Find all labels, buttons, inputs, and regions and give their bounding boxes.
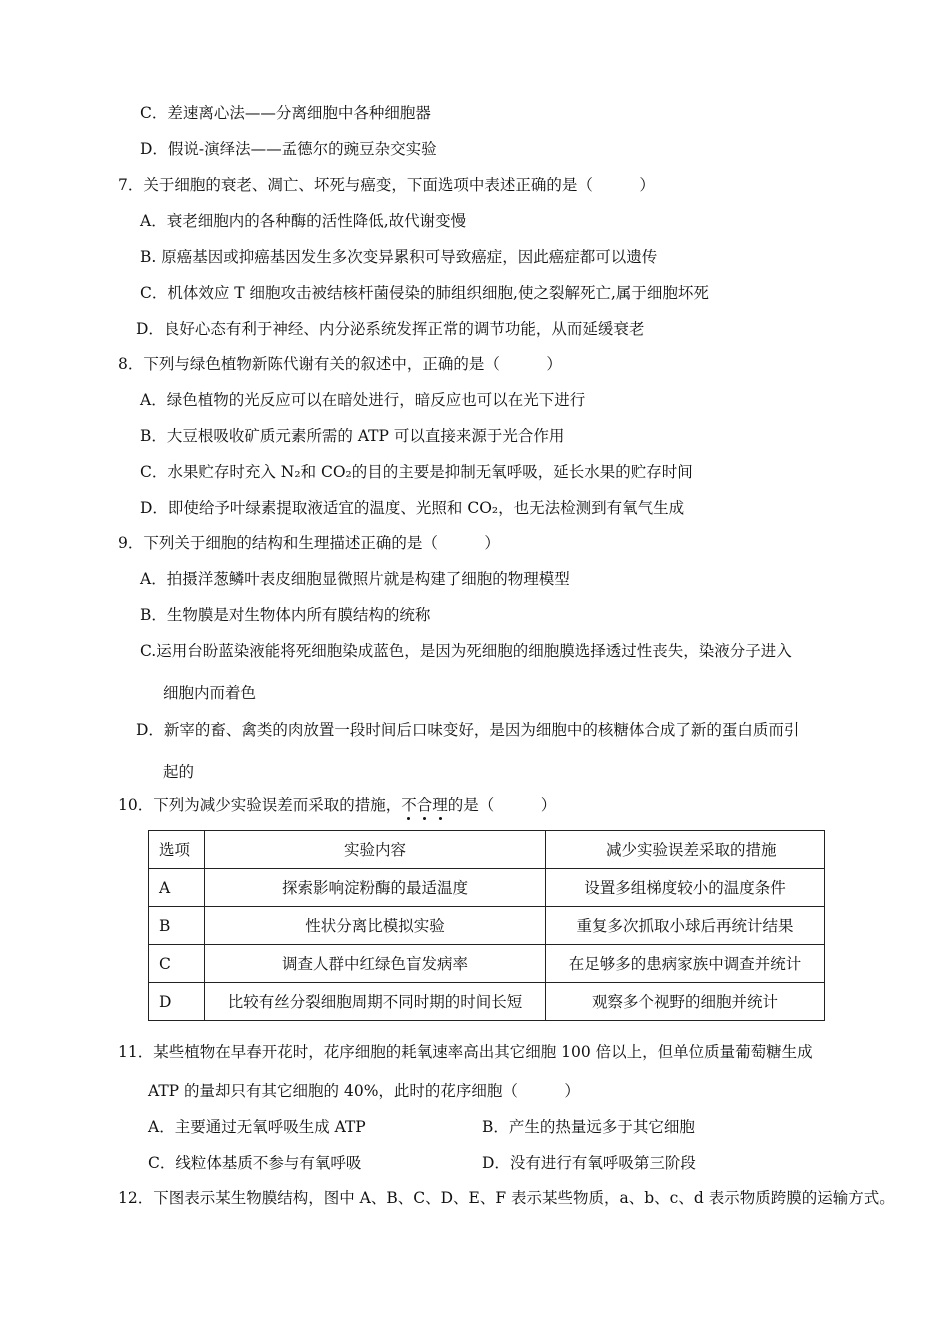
- q11-stem-line1: 11．某些植物在早春开花时，花序细胞的耗氧速率高出其它细胞 100 倍以上，但单位质量葡萄糖生成: [118, 1043, 813, 1061]
- q10-table: [148, 830, 825, 1021]
- table-header-content: 实验内容: [205, 831, 546, 869]
- q9-option-b: B．生物膜是对生物体内所有膜结构的统称: [140, 606, 431, 624]
- emphasis-char: 理: [432, 796, 448, 814]
- q10-stem-suffix: 的是（ ）: [447, 796, 557, 814]
- q7-option-b: B. 原癌基因或抑癌基因发生多次变异累积可导致癌症，因此癌症都可以遗传: [140, 248, 658, 266]
- table-cell-content: 比较有丝分裂细胞周期不同时期的时间长短: [205, 983, 546, 1021]
- table-cell-option: C: [149, 945, 205, 983]
- q9-option-d-line2: 起的: [163, 763, 195, 781]
- table-row: [149, 907, 825, 945]
- table-header-row: [149, 831, 825, 869]
- table-cell-content: 探索影响淀粉酶的最适温度: [205, 869, 546, 907]
- emphasis-char: 不: [401, 796, 417, 814]
- q9-option-c-line1: C.运用台盼蓝染液能将死细胞染成蓝色，是因为死细胞的细胞膜选择透过性丧失，染液分子进入: [140, 642, 792, 660]
- table-cell-content: 调查人群中红绿色盲发病率: [205, 945, 546, 983]
- table-cell-measure: 观察多个视野的细胞并统计: [546, 983, 825, 1021]
- q9-option-c-line2: 细胞内而着色: [163, 684, 257, 702]
- q8-option-a: A．绿色植物的光反应可以在暗处进行，暗反应也可以在光下进行: [140, 391, 586, 409]
- q6-option-c: C．差速离心法——分离细胞中各种细胞器: [140, 104, 431, 122]
- q8-option-d: D．即使给予叶绿素提取液适宜的温度、光照和 CO₂，也无法检测到有氧气生成: [140, 499, 685, 517]
- table-cell-measure: 重复多次抓取小球后再统计结果: [546, 907, 825, 945]
- q9-stem: 9．下列关于细胞的结构和生理描述正确的是（ ）: [118, 534, 500, 552]
- table-row: [149, 945, 825, 983]
- q6-option-d: D．假说-演绎法——孟德尔的豌豆杂交实验: [140, 140, 437, 158]
- q7-option-c: C．机体效应 T 细胞攻击被结核杆菌侵染的肺组织细胞,使之裂解死亡,属于细胞坏死: [140, 284, 709, 302]
- table-row: [149, 869, 825, 907]
- q11-stem-line2: ATP 的量却只有其它细胞的 40%，此时的花序细胞（ ）: [148, 1082, 580, 1100]
- q12-stem: 12．下图表示某生物膜结构，图中 A、B、C、D、E、F 表示某些物质，a、b、c、d 表示物质跨膜的运输方式。: [118, 1189, 895, 1207]
- q7-stem: 7．关于细胞的衰老、凋亡、坏死与癌变，下面选项中表述正确的是（ ）: [118, 176, 655, 194]
- q10-stem-prefix: 10．下列为减少实验误差而采取的措施，: [118, 796, 402, 814]
- q11-option-a: A．主要通过无氧呼吸生成 ATP: [148, 1118, 366, 1136]
- table-header-option: 选项: [149, 831, 205, 869]
- table-header-measure: 减少实验误差采取的措施: [546, 831, 825, 869]
- table-cell-content: 性状分离比模拟实验: [205, 907, 546, 945]
- q7-option-d: D．良好心态有利于神经、内分泌系统发挥正常的调节功能，从而延缓衰老: [136, 320, 645, 338]
- q7-option-a: A．衰老细胞内的各种酶的活性降低,故代谢变慢: [140, 212, 467, 230]
- table-cell-option: D: [149, 983, 205, 1021]
- q9-option-d-line1: D．新宰的畜、禽类的肉放置一段时间后口味变好，是因为细胞中的核糖体合成了新的蛋白质而引: [136, 721, 800, 739]
- emphasis-char: 合: [416, 796, 433, 814]
- table-cell-measure: 设置多组梯度较小的温度条件: [546, 869, 825, 907]
- table-cell-option: B: [149, 907, 205, 945]
- table-cell-option: A: [149, 869, 205, 907]
- q9-option-a: A．拍摄洋葱鳞叶表皮细胞显微照片就是构建了细胞的物理模型: [140, 570, 570, 588]
- q8-stem: 8．下列与绿色植物新陈代谢有关的叙述中，正确的是（ ）: [118, 355, 562, 373]
- q11-option-c: C．线粒体基质不参与有氧呼吸: [148, 1154, 362, 1172]
- q11-option-b: B．产生的热量远多于其它细胞: [482, 1118, 695, 1136]
- table-row: [149, 983, 825, 1021]
- q10-emphasis: [401, 795, 448, 815]
- q8-option-b: B．大豆根吸收矿质元素所需的 ATP 可以直接来源于光合作用: [140, 427, 565, 445]
- q8-option-c: C．水果贮存时充入 N₂和 CO₂的目的主要是抑制无氧呼吸，延长水果的贮存时间: [140, 463, 693, 481]
- q10-stem: [118, 795, 556, 815]
- q11-option-d: D．没有进行有氧呼吸第三阶段: [482, 1154, 696, 1172]
- table-cell-measure: 在足够多的患病家族中调查并统计: [546, 945, 825, 983]
